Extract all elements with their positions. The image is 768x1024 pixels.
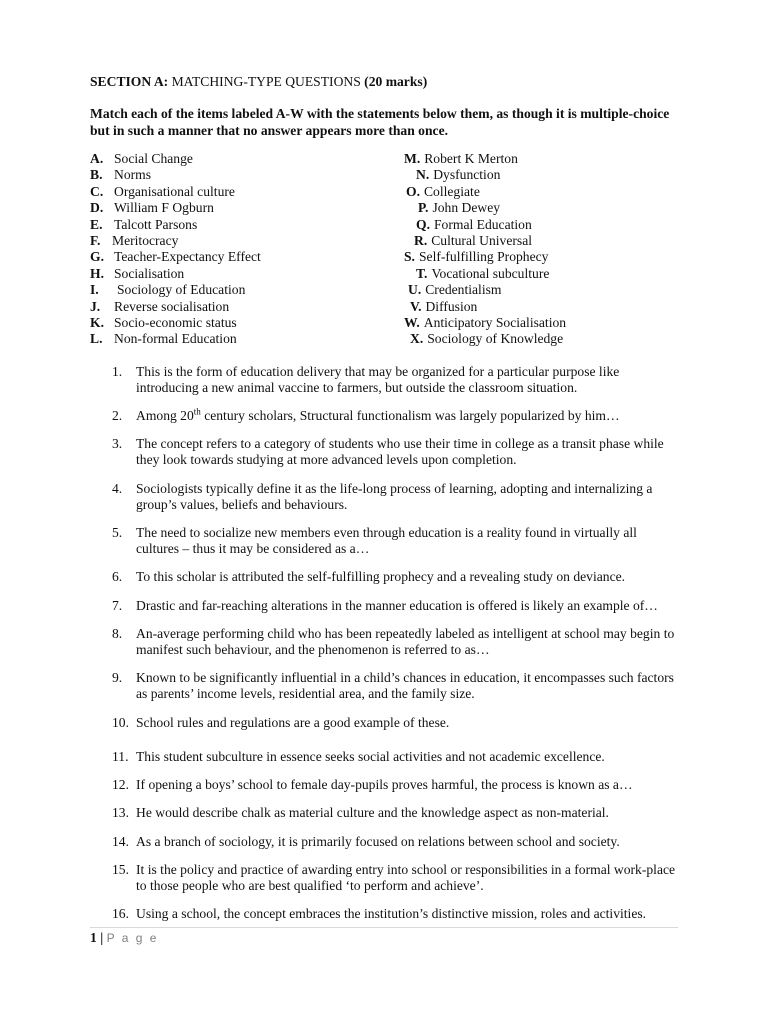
option-item — [404, 249, 548, 265]
option-letter: M. — [404, 151, 421, 166]
option-item — [416, 217, 532, 233]
question-number: 3. — [112, 436, 123, 451]
question-number: 16. — [112, 906, 129, 921]
option-text: John Dewey — [432, 200, 501, 216]
question-text: Known to be significantly influential in a child’s chances in education, it encompasses such factors as parents’ income levels, residential area, and the family size. — [136, 670, 674, 702]
option-text: Cultural Universal — [431, 232, 533, 248]
option-row — [90, 282, 690, 298]
question-number: 15. — [112, 862, 129, 877]
instructions: Match each of the items labeled A-W with the statements below them, as though it is multiple-choice but in such a manner that no answer appears more than once. — [90, 106, 670, 138]
option-item — [90, 167, 400, 183]
option-text: Sociology of Education — [117, 282, 246, 298]
option-text: William F Ogburn — [114, 200, 214, 216]
question-number: 13. — [112, 805, 129, 820]
option-text: Collegiate — [423, 183, 480, 199]
option-letter: P. — [418, 200, 429, 216]
option-text: Diffusion — [425, 298, 478, 314]
option-letter: L. — [90, 331, 103, 347]
question-item — [112, 525, 682, 558]
option-row — [90, 266, 690, 282]
option-text: Reverse socialisation — [114, 298, 230, 314]
option-row — [90, 167, 690, 183]
option-item — [90, 299, 400, 315]
option-letter: F. — [90, 232, 101, 248]
question-text: As a branch of sociology, it is primarily focused on relations between school and society. — [136, 834, 620, 849]
option-letter: S. — [404, 249, 415, 265]
option-row — [90, 233, 690, 249]
option-text: Formal Education — [433, 216, 532, 232]
option-item — [408, 282, 501, 298]
option-item — [90, 315, 400, 331]
option-item — [90, 151, 400, 167]
option-letter: K. — [90, 314, 104, 330]
option-item — [404, 315, 566, 331]
option-item — [416, 266, 549, 282]
option-text: Vocational subculture — [431, 265, 550, 281]
option-item — [416, 167, 500, 183]
option-item — [90, 282, 400, 298]
question-item — [112, 906, 682, 922]
question-item — [112, 626, 682, 659]
option-item — [90, 217, 400, 233]
question-item — [112, 364, 682, 397]
question-number: 9. — [112, 670, 123, 685]
question-item — [112, 749, 682, 765]
section-title: MATCHING-TYPE QUESTIONS — [168, 74, 365, 89]
option-item — [90, 249, 400, 265]
option-letter: J. — [90, 298, 101, 314]
question-item — [112, 715, 682, 731]
option-row — [90, 331, 690, 347]
question-text: This student subculture in essence seeks social activities and not academic excellence. — [136, 749, 605, 764]
option-text: Credentialism — [425, 282, 502, 298]
page-footer — [90, 930, 158, 946]
option-text: Sociology of Knowledge — [427, 331, 564, 347]
option-row — [90, 299, 690, 315]
option-letter: R. — [414, 232, 428, 248]
question-number: 1. — [112, 364, 123, 379]
question-item — [112, 436, 682, 469]
option-item — [410, 331, 563, 347]
question-text: The concept refers to a category of students who use their time in college as a transit phase while they look towards studying at more advanced levels upon completion. — [136, 436, 664, 468]
option-letter: C. — [90, 183, 104, 199]
question-text: He would describe chalk as material culture and the knowledge aspect as non-material. — [136, 805, 609, 820]
option-text: Dysfunction — [433, 167, 501, 183]
question-text: Among 20th century scholars, Structural functionalism was largely popularized by him… — [136, 406, 620, 423]
question-text: To this scholar is attributed the self-fulfilling prophecy and a revealing study on deviance. — [136, 569, 626, 584]
option-item — [90, 331, 400, 347]
question-text: School rules and regulations are a good example of these. — [136, 715, 450, 730]
question-number: 5. — [112, 525, 123, 540]
option-letter: N. — [416, 167, 430, 183]
option-text: Socialisation — [114, 265, 185, 281]
question-number: 2. — [112, 408, 123, 423]
question-text: An-average performing child who has been repeatedly labeled as intelligent at school may begin to manifest such behaviour, and the phenomenon is referred to as… — [136, 626, 675, 658]
option-text: Organisational culture — [114, 183, 235, 199]
question-item — [112, 670, 682, 703]
question-number: 11. — [112, 749, 129, 764]
question-number: 14. — [112, 834, 129, 849]
option-item — [418, 200, 500, 216]
question-item — [112, 834, 682, 850]
option-item — [410, 299, 477, 315]
option-letter: T. — [416, 265, 428, 281]
question-number: 10. — [112, 715, 129, 730]
option-letter: Q. — [416, 216, 430, 232]
question-item — [112, 598, 682, 614]
option-text: Robert K Merton — [424, 151, 518, 166]
option-item — [90, 233, 400, 249]
footer-separator: | — [100, 930, 104, 945]
option-letter: V. — [410, 298, 422, 314]
option-item — [406, 184, 480, 200]
section-label: SECTION A: — [90, 74, 169, 89]
option-row — [90, 315, 690, 331]
question-number: 4. — [112, 481, 123, 496]
option-item — [90, 200, 400, 216]
page-number: 1 — [90, 930, 97, 945]
question-text: Drastic and far-reaching alterations in the manner education is offered is likely an example of… — [136, 598, 658, 613]
option-letter: O. — [406, 183, 420, 199]
question-text: This is the form of education delivery that may be organized for a particular purpose like introducing a new animal vaccine to farmers, but outside the classroom situation. — [136, 364, 620, 396]
page-label: P a g e — [106, 931, 159, 945]
option-letter: E. — [90, 216, 103, 232]
option-item — [90, 184, 400, 200]
option-text: Socio-economic status — [114, 314, 237, 330]
option-letter: H. — [90, 265, 104, 281]
option-letter: X. — [410, 331, 424, 347]
question-number: 7. — [112, 598, 123, 613]
option-text: Social Change — [114, 151, 193, 166]
option-text: Norms — [114, 167, 152, 183]
option-letter: W. — [404, 314, 420, 330]
option-letter: B. — [90, 167, 103, 183]
question-item — [112, 569, 682, 585]
option-row — [90, 200, 690, 216]
option-letter: G. — [90, 249, 104, 265]
option-row — [90, 217, 690, 233]
question-text: It is the policy and practice of awarding entry into school or responsibilities in a formal work-place to those people who are best qualified ‘to perform and achieve’. — [136, 862, 676, 894]
question-number: 6. — [112, 569, 123, 584]
section-marks: (20 marks) — [364, 74, 428, 89]
option-item — [414, 233, 532, 249]
option-item — [90, 266, 400, 282]
question-text: The need to socialize new members even through education is a reality found in virtually all cultures – thus it may be considered as a… — [136, 525, 637, 557]
option-item — [404, 151, 518, 167]
option-row — [90, 184, 690, 200]
footer-divider — [90, 927, 678, 928]
question-item — [112, 862, 682, 895]
question-item — [112, 408, 682, 424]
option-text: Talcott Parsons — [114, 216, 198, 232]
question-text: Using a school, the concept embraces the institution’s distinctive mission, roles and activities. — [136, 906, 647, 921]
options-list — [90, 151, 690, 348]
section-heading — [90, 74, 427, 90]
option-letter: I. — [90, 282, 99, 298]
option-row — [90, 249, 690, 265]
option-text: Teacher-Expectancy Effect — [114, 249, 261, 265]
question-item — [112, 481, 682, 514]
question-number: 8. — [112, 626, 123, 641]
option-letter: A. — [90, 151, 104, 166]
option-row — [90, 151, 690, 167]
question-text: Sociologists typically define it as the life-long process of learning, adopting and internalizing a group’s values, beliefs and behaviours. — [136, 481, 653, 513]
option-text: Non-formal Education — [114, 331, 237, 347]
option-letter: U. — [408, 282, 422, 298]
option-text: Self-fulfilling Prophecy — [418, 249, 549, 265]
option-letter: D. — [90, 200, 104, 216]
option-text: Meritocracy — [112, 232, 179, 248]
option-text: Anticipatory Socialisation — [423, 314, 567, 330]
question-item — [112, 777, 682, 793]
question-item — [112, 805, 682, 821]
question-text: If opening a boys’ school to female day-pupils proves harmful, the process is known as a… — [136, 777, 633, 792]
question-number: 12. — [112, 777, 129, 792]
